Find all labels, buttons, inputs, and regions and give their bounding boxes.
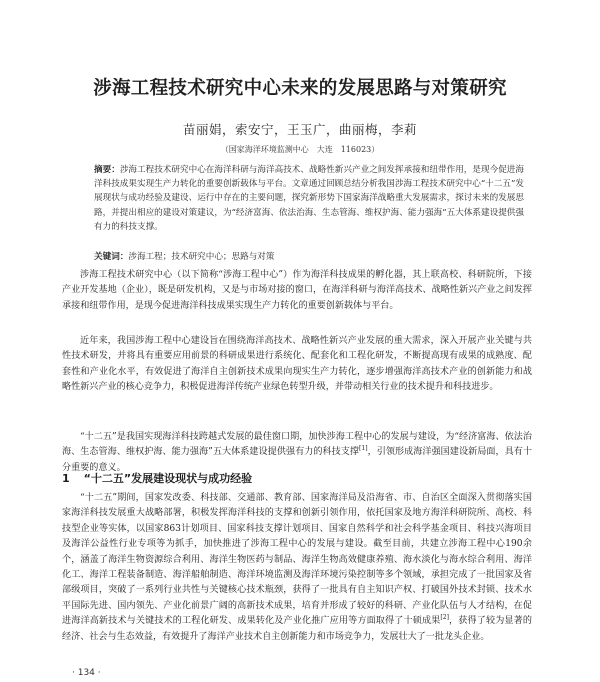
section-number: 1	[62, 472, 70, 485]
keywords	[94, 250, 524, 264]
abstract-label: 摘要：	[94, 165, 120, 175]
body-paragraph: 近年来，我国涉海工程中心建设旨在围绕海洋高技术、战略性新兴产业发展的重大需求，深入开展产业关键与共性技术研发，并将具有重要应用前景的科研成果进行系统化、配套化和工程化研发，不断提高现有成果的成熟度、配套性和产业化水平，有效促进了海洋自主创新技术成果向现实生产力转化，逐步增强海洋高技术产业的创新能力和战略性新兴产业的核心竞争力，积极促进海洋传统产业绿色转型升级，并带动相关行业的技术提升和科技进步。	[62, 336, 532, 393]
section-heading	[62, 470, 252, 486]
abstract	[94, 163, 524, 234]
section-title: “十二五”发展建设现状与成功经验	[83, 472, 253, 485]
body-paragraph: 涉海工程技术研究中心（以下简称“涉海工程中心”）作为海洋科技成果的孵化器，其上联高校、科研院所，下接产业开发基地（企业），既是研发机构，又是与市场对接的窗口，在海洋科研与海洋高技术、战略性新兴产业之间发挥承接和纽带作用，是现今促进海洋科技成果实现生产力转化的重要创新载体与平台。	[62, 270, 532, 311]
citation-marker: [1]	[359, 445, 368, 453]
citation-marker: [2]	[440, 614, 449, 622]
page-number: · 134 ·	[72, 668, 101, 678]
body-text-run: ，获得了较为显著的经济、社会与生态效益，有效提升了海洋产业技术自主创新能力和市场竞争力，发展壮大了一批龙头企业。	[62, 616, 532, 642]
affiliation: （国家海洋环境监测中心 大连 116023）	[220, 145, 380, 154]
body-text-run: “十二五”期间，国家发改委、科技部、交通部、教育部、国家海洋局及沿海省、市、自治区全面深入贯彻落实国家海洋科技发展重大战略部署，积极发挥海洋科技的支撑和创新引领作用，依托国家及地方海洋科研院所、高校、科技型企业等实体，以国家863计划项目、国家科技支撑计划项目、国家自然科学和社会科学基金项目、科技兴海项目及海洋公益性行业专项等为抓手，加快推进了涉海工程中心的发展与建设。截至目前，共建立涉海工程中心190余个，涵盖了海洋生物资源综合利用、海洋生物医药与制品、海洋生物高效健康养殖、海水淡化与海水综合利用、海洋化工、海洋工程装备制造、海洋船舶制造、海洋环境监测及海洋环境污染控制等多个领域，承担完成了一批国家及省部级项目，突破了一系列行业共性与关键核心技术瓶颈，获得了一批具有自主知识产权、打破国外技术封锁、技术水平国际先进、国内领先、产业化前景广阔的高新技术成果，培育并形成了较好的科研、产业化队伍与人才结构，在促进海洋高新技术与关键技术的工程化研发、成果转化及产业化推广应用等方面取得了十硕成果	[62, 493, 532, 627]
keywords-label: 关键词：	[94, 252, 129, 262]
abstract-text: 涉海工程技术研究中心在海洋科研与海洋高技术、战略性新兴产业之间发挥承接和纽带作用，是现今促进海洋科技成果实现生产力转化的重要创新载体与平台。文章通过回顾总结分析我国涉海工程技术研究中心“十二五”发展现状与成功经验及建设、运行中存在的主要问题，探究新形势下国家海洋战略重大发展需求，探讨未来的发展思路，并提出相应的建设对策建议，为“经济富海、依法治海、生态管海、维权护海、能力强海”五大体系建设提供强有力的科技支撑。	[94, 165, 524, 232]
body-text-run: “十二五”是我国实现海洋科技跨越式发展的最佳窗口期，加快涉海工程中心的发展与建设，为“经济富海、依法治海、生态管海、维权护海、能力强海”五大体系建设提供强有力的科技支撑	[62, 432, 532, 458]
author-list: 苗丽娟，索安宁，王玉广，曲丽梅，李莉	[182, 122, 417, 137]
body-text-run: ，引领形成海洋强国建设新局面，具有十分重要的意义。	[62, 447, 532, 473]
paper-title: 涉海工程技术研究中心未来的发展思路与对策研究	[93, 78, 507, 99]
keywords-text: 涉海工程；技术研究中心；思路与对策	[128, 252, 275, 262]
body-paragraph	[62, 491, 532, 645]
